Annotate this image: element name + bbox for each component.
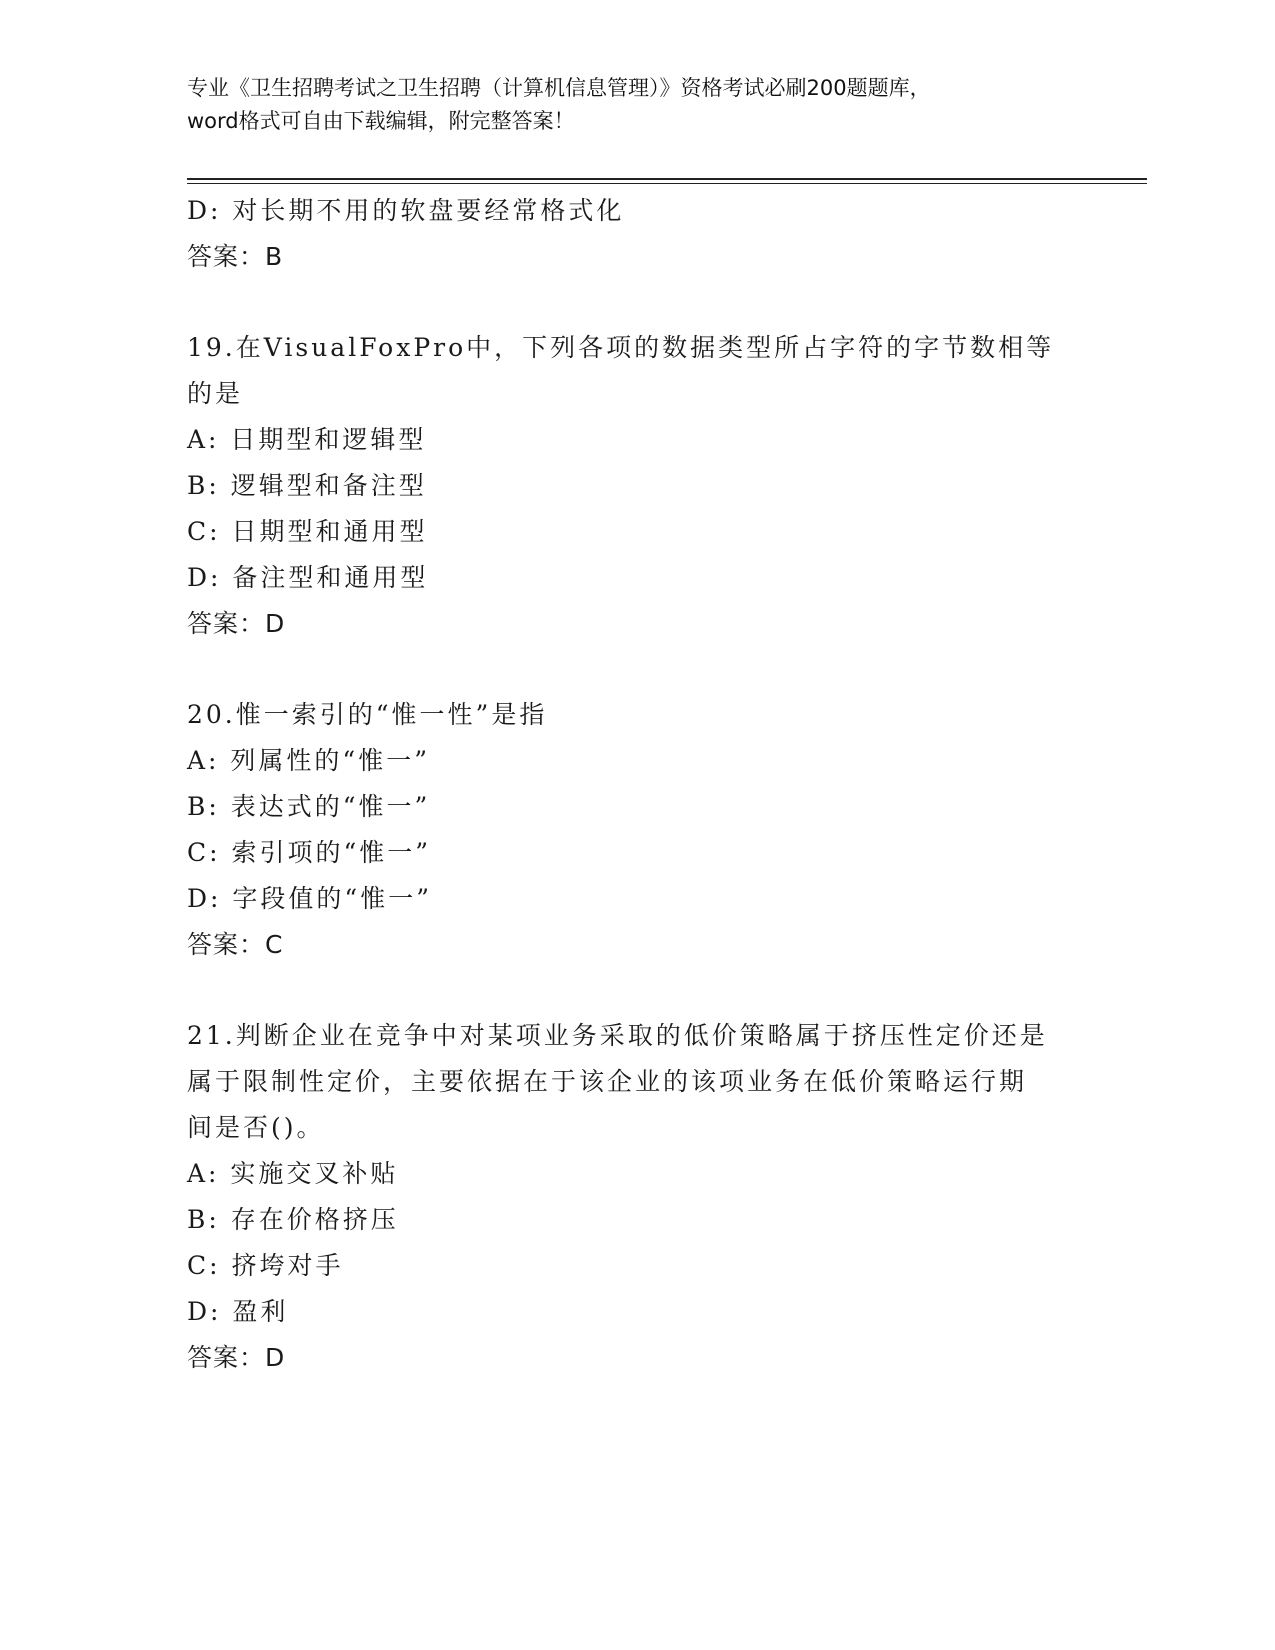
question-stem-line: 21.判断企业在竞争中对某项业务采取的低价策略属于挤压性定价还是 — [187, 1021, 1048, 1050]
question-stem-line: 20.惟一索引的“惟一性”是指 — [187, 700, 548, 729]
option-c: C: 日期型和通用型 — [187, 517, 428, 546]
question-20 — [187, 692, 1087, 968]
option-a: A: 列属性的“惟一” — [187, 746, 430, 775]
spacer — [187, 647, 1087, 692]
header-line-1: 专业《卫生招聘考试之卫生招聘（计算机信息管理）》资格考试必刷200题题库， — [187, 76, 931, 100]
answer-line: 答案：D — [187, 1343, 286, 1372]
option-b: B: 表达式的“惟一” — [187, 792, 431, 821]
question-stem-line: 间是否()。 — [187, 1113, 325, 1142]
option-b: B: 存在价格挤压 — [187, 1205, 399, 1234]
answer-line: 答案：B — [187, 242, 284, 271]
document-header — [187, 72, 1087, 138]
option-a: A: 实施交叉补贴 — [187, 1159, 399, 1188]
question-stem-line: 19.在VisualFoxPro中，下列各项的数据类型所占字符的字节数相等 — [187, 333, 1055, 362]
header-divider-thick — [187, 178, 1147, 180]
answer-line: 答案：C — [187, 930, 284, 959]
option-d: D: 字段值的“惟一” — [187, 884, 432, 913]
question-21 — [187, 1013, 1087, 1381]
header-divider-thin — [187, 183, 1147, 184]
spacer — [187, 968, 1087, 1013]
previous-question-tail — [187, 188, 1087, 280]
option-d: D: 盈利 — [187, 1297, 289, 1326]
option-c: C: 索引项的“惟一” — [187, 838, 432, 867]
option-b: B: 逻辑型和备注型 — [187, 471, 427, 500]
question-19 — [187, 325, 1087, 647]
option-a: A: 日期型和逻辑型 — [187, 425, 427, 454]
question-content — [187, 188, 1087, 1381]
header-line-2: word格式可自由下载编辑，附完整答案！ — [187, 109, 575, 133]
option-c: C: 挤垮对手 — [187, 1251, 344, 1280]
question-stem-line: 的是 — [187, 379, 244, 408]
question-stem-line: 属于限制性定价，主要依据在于该企业的该项业务在低价策略运行期 — [187, 1067, 1028, 1096]
answer-line: 答案：D — [187, 609, 286, 638]
spacer — [187, 280, 1087, 325]
option-d: D: 备注型和通用型 — [187, 563, 429, 592]
option-d: D: 对长期不用的软盘要经常格式化 — [187, 196, 625, 225]
